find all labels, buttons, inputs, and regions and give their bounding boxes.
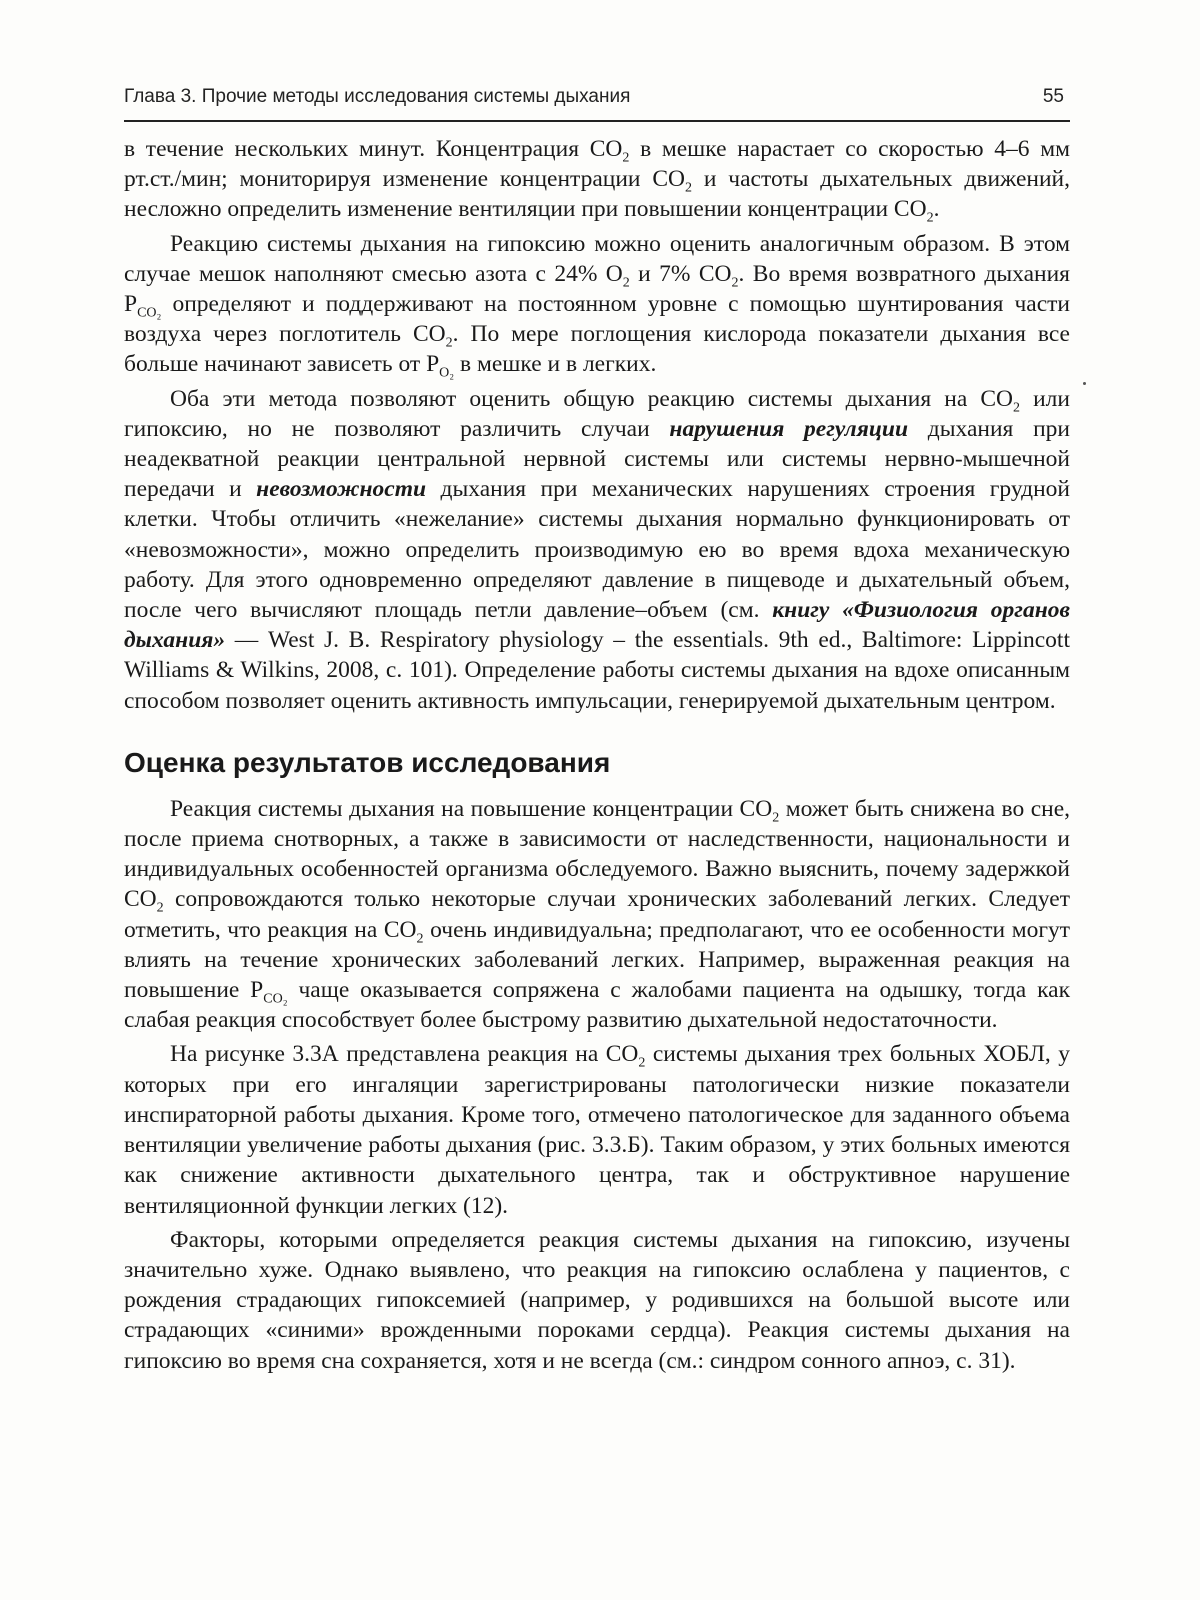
text-run: очень индивидуальна; предполагают, что ее особенности могут влиять на течение хронических заболеваний легких. Например, выраженная реакция на повышение Р xyxy=(124,916,1070,1004)
subscript: 2 xyxy=(1013,400,1021,416)
subscript: CO₂ xyxy=(263,991,288,1007)
text-run: Оба эти метода позволяют оценить общую реакцию системы дыхания на СО xyxy=(170,385,1014,412)
text-run: или гипоксию, но не позволяют различить случаи xyxy=(124,385,1070,442)
text-run: . Во время возвратного дыхания Р xyxy=(124,260,1070,318)
text-run: дыхания при неадекватной реакции центральной нервной системы или системы нервно-мышечной передачи и xyxy=(124,415,1070,503)
subscript: 2 xyxy=(772,810,780,826)
text-run: может быть снижена во сне, после приема снотворных, а также в зависимости от наследственности, национальности и индивидуальных особенностей организма обследуемого. Важно выяснить, почему задержкой СО xyxy=(124,795,1071,913)
section-heading: Оценка результатов исследования xyxy=(124,746,611,778)
text-run: . По мере поглощения кислорода показатели дыхания все больше начинают зависеть от Р xyxy=(124,321,1070,378)
subscript: 2 xyxy=(622,150,630,166)
subscript: O₂ xyxy=(439,366,455,382)
chapter-title: Глава 3. Прочие методы исследования системы дыхания xyxy=(124,86,631,107)
text-run: в мешке и в легких. xyxy=(454,351,657,378)
paragraph xyxy=(124,229,1070,380)
text-run: системы дыхания трех больных ХОБЛ, у которых при его ингаляции зарегистрированы патологически низкие показатели инспираторной работы дыхания. Кроме того, отмечено патологическое для заданного объема вентиляции увеличение работы дыхания (рис. 3.3.Б). Таким образом, у этих больных имеются как снижение активности дыхательного центра, так и обструктивное нарушение вентиляционной функции легких (12). xyxy=(124,1041,1070,1219)
subscript: 2 xyxy=(445,335,453,351)
page-number: 55 xyxy=(1042,86,1064,107)
text-run: Факторы, которыми определяется реакция системы дыхания на гипоксию, изучены значительно хуже. Однако выявлено, что реакция на гипоксию ослаблена у пациентов, с рождения страдающих гипоксемией (например, у родившихся на большой высоте или страдающих «синими» врожденными пороками сердца). Реакция системы дыхания на гипоксию во время сна сохраняется, хотя и не всегда (см.: синдром сонного апноэ, с. 31). xyxy=(124,1226,1070,1374)
text-run: в мешке нарастает со скоростью 4–6 мм рт.ст./мин; мониторируя изменение концентрации СО xyxy=(124,136,1070,193)
text-run: и 7% СО xyxy=(629,260,732,287)
subscript: 2 xyxy=(622,275,630,291)
text-run: . xyxy=(933,196,940,223)
subscript: 2 xyxy=(685,180,693,196)
text-run: Реакция системы дыхания на повышение концентрации СО xyxy=(170,795,773,822)
text-run: чаще оказывается сопряжена с жалобами пациента на одышку, тогда как слабая реакция способствует более быстрому развитию дыхательной недостаточности. xyxy=(124,977,1071,1034)
paragraph xyxy=(124,794,1070,1036)
text-run: и частоты дыхательных движений, несложно определить изменение вентиляции при повышении концентрации СО xyxy=(124,166,1071,223)
emphasis-text: нарушения регуляции xyxy=(669,415,909,442)
emphasis-text: невозможности xyxy=(256,476,427,503)
body-text xyxy=(124,134,1070,1380)
subscript: CO₂ xyxy=(137,305,162,321)
subscript: 2 xyxy=(156,901,164,917)
subscript: 2 xyxy=(731,275,739,291)
scan-speck xyxy=(1083,382,1086,385)
text-run: Реакцию системы дыхания на гипоксию можно оценить аналогичным образом. В этом случае мешок наполняют смесью азота с 24% О xyxy=(124,230,1070,287)
running-header xyxy=(124,82,1070,116)
text-run: На рисунке 3.3А представлена реакция на СО xyxy=(170,1041,639,1068)
paragraph xyxy=(124,384,1070,716)
text-run: дыхания при механических нарушениях строения грудной клетки. Чтобы отличить «нежелание» системы дыхания нормально функционировать от «невозможности», можно определить производимую ею во время вдоха механическую работу. Для этого одновременно определяют давление в пищеводе и дыхательный объем, после чего вычисляют площадь петли давление–объем (см. xyxy=(124,476,1071,624)
text-run: — West J. B. Respiratory physiology – the essentials. 9th ed., Baltimore: Lippincott Williams & Wilkins, 2008, с. 101). Определение работы системы дыхания на вдохе описанным способом позволяет оценить активность импульсации, генерируемой дыхательным центром. xyxy=(124,627,1070,714)
subscript: 2 xyxy=(638,1056,646,1072)
text-run: определяют и поддерживают на постоянном уровне с помощью шунтирования части воздуха через поглотитель СО xyxy=(124,291,1070,348)
text-run: в течение нескольких минут. Концентрация СО xyxy=(124,136,623,162)
header-rule xyxy=(124,120,1070,122)
text-run: сопровождаются только некоторые случаи хронических заболеваний легких. Следует отметить, что реакция на СО xyxy=(124,886,1070,943)
paragraph xyxy=(124,134,1070,225)
subscript: 2 xyxy=(926,211,934,227)
subscript: 2 xyxy=(416,931,424,947)
emphasis-text: книгу «Физиология органов дыхания» xyxy=(124,597,1070,654)
paragraph xyxy=(124,1225,1070,1376)
paragraph xyxy=(124,1039,1070,1220)
